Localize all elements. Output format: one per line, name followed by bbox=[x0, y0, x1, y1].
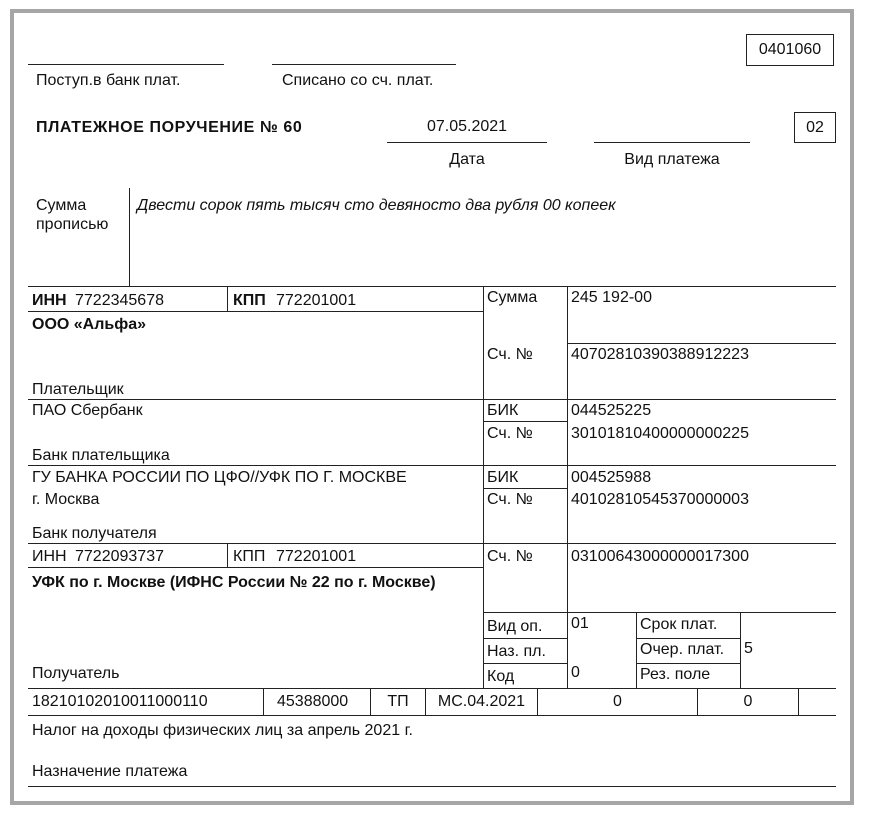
priority-label: Очер. плат. bbox=[640, 641, 725, 658]
grid-line bbox=[567, 343, 836, 344]
payer-bank-bik: 044525225 bbox=[571, 402, 652, 419]
grid-line bbox=[483, 638, 567, 639]
payer-name: ООО «Альфа» bbox=[32, 316, 147, 333]
kbk: 18210102010011000110 bbox=[32, 693, 208, 710]
payee-account: 03100643000000017300 bbox=[571, 548, 749, 565]
grid-vline bbox=[227, 286, 228, 311]
tax-doc-date: 0 bbox=[743, 693, 753, 710]
received-label: Поступ.в банк плат. bbox=[36, 72, 181, 89]
code-value: 0 bbox=[571, 664, 580, 681]
amount-words-label-1: Сумма bbox=[36, 197, 87, 214]
doc-title: ПЛАТЕЖНОЕ ПОРУЧЕНИЕ № 60 bbox=[36, 119, 303, 136]
purpose-text: Налог на доходы физических лиц за апрель 2021 г. bbox=[32, 722, 413, 739]
grid-vline bbox=[263, 688, 264, 715]
oktmo: 45388000 bbox=[277, 693, 349, 710]
payer-inn-label: ИНН bbox=[32, 292, 67, 309]
amount-words-label-2: прописью bbox=[36, 216, 109, 233]
grid-vline bbox=[798, 688, 799, 715]
tax-doc-number: 0 bbox=[613, 693, 622, 710]
date-line bbox=[387, 142, 547, 143]
op-type-label: Вид оп. bbox=[487, 618, 543, 635]
grid-line bbox=[483, 421, 567, 422]
date-label: Дата bbox=[449, 151, 485, 168]
priority-value: 5 bbox=[744, 640, 753, 657]
op-type: 01 bbox=[571, 615, 589, 632]
due-date-label: Срок плат. bbox=[640, 616, 718, 633]
grid-line bbox=[636, 663, 740, 664]
payee-account-label: Сч. № bbox=[487, 548, 533, 565]
reserved-label: Рез. поле bbox=[640, 666, 711, 683]
purpose-code-label: Наз. пл. bbox=[487, 643, 546, 660]
payer-kpp-label: КПП bbox=[233, 292, 266, 309]
date-value: 07.05.2021 bbox=[426, 118, 508, 135]
grid-line bbox=[28, 399, 836, 400]
payer-inn: 7722345678 bbox=[75, 292, 164, 309]
payer-account-label: Сч. № bbox=[487, 346, 533, 363]
grid-line bbox=[28, 311, 483, 312]
payer-account: 40702810390388912223 bbox=[571, 346, 749, 363]
payee-bank-bik: 004525988 bbox=[571, 469, 652, 486]
tax-period: МС.04.2021 bbox=[437, 693, 526, 710]
grid-line bbox=[28, 543, 836, 544]
grid-line bbox=[483, 663, 567, 664]
payer-bank-corr-account: 30101810400000000225 bbox=[571, 425, 749, 442]
status-code: 02 bbox=[806, 118, 824, 136]
payee-role-label: Получатель bbox=[32, 665, 120, 682]
grid-line bbox=[28, 786, 836, 787]
payee-bank-name-2: г. Москва bbox=[32, 491, 100, 508]
payee-bank-name-1: ГУ БАНКА РОССИИ ПО ЦФО//УФК ПО Г. МОСКВЕ bbox=[32, 469, 407, 486]
payee-bank-role-label: Банк получателя bbox=[32, 525, 157, 542]
grid-line bbox=[28, 286, 836, 287]
payee-kpp: 772201001 bbox=[276, 548, 357, 565]
tax-basis: ТП bbox=[387, 693, 409, 710]
grid-line bbox=[483, 612, 836, 613]
debited-line bbox=[272, 64, 456, 65]
payee-inn-label: ИНН bbox=[32, 548, 67, 565]
amount-words: Двести сорок пять тысяч сто девяносто два рубля 00 копеек bbox=[137, 197, 616, 214]
grid-line bbox=[28, 715, 836, 716]
grid-line bbox=[28, 688, 836, 689]
payer-bank-name: ПАО Сбербанк bbox=[32, 402, 143, 419]
grid-vline bbox=[227, 543, 228, 567]
purpose-label: Назначение платежа bbox=[32, 763, 188, 780]
amount-value: 245 192-00 bbox=[571, 289, 652, 306]
amount-words-divider bbox=[129, 188, 130, 286]
form-code-box bbox=[746, 34, 834, 66]
payee-bank-bik-label: БИК bbox=[487, 469, 519, 486]
status-code-box bbox=[794, 112, 836, 143]
payee-kpp-label: КПП bbox=[233, 548, 266, 565]
payee-name: УФК по г. Москве (ИФНС России № 22 по г. Москве) bbox=[32, 574, 436, 591]
form-code: 0401060 bbox=[758, 41, 822, 58]
payer-bank-corr-label: Сч. № bbox=[487, 425, 533, 442]
grid-line bbox=[28, 567, 483, 568]
grid-line bbox=[483, 488, 567, 489]
payment-type-line bbox=[594, 142, 750, 143]
grid-vline bbox=[636, 612, 637, 688]
payer-bank-bik-label: БИК bbox=[487, 402, 519, 419]
grid-vline bbox=[740, 612, 741, 688]
payer-role-label: Плательщик bbox=[32, 381, 124, 398]
grid-line bbox=[28, 465, 836, 466]
grid-line bbox=[636, 638, 740, 639]
payee-bank-corr-label: Сч. № bbox=[487, 491, 533, 508]
payer-kpp: 772201001 bbox=[276, 292, 357, 309]
payee-bank-corr-account: 40102810545370000003 bbox=[571, 491, 749, 508]
code-label: Код bbox=[487, 668, 515, 685]
payment-type-label: Вид платежа bbox=[624, 151, 720, 168]
payer-bank-role-label: Банк плательщика bbox=[32, 447, 170, 464]
grid-vline bbox=[483, 286, 484, 688]
debited-label: Списано со сч. плат. bbox=[282, 72, 434, 89]
grid-vline bbox=[567, 286, 568, 688]
amount-label: Сумма bbox=[487, 289, 538, 306]
received-line bbox=[28, 64, 224, 65]
payee-inn: 7722093737 bbox=[75, 548, 164, 565]
